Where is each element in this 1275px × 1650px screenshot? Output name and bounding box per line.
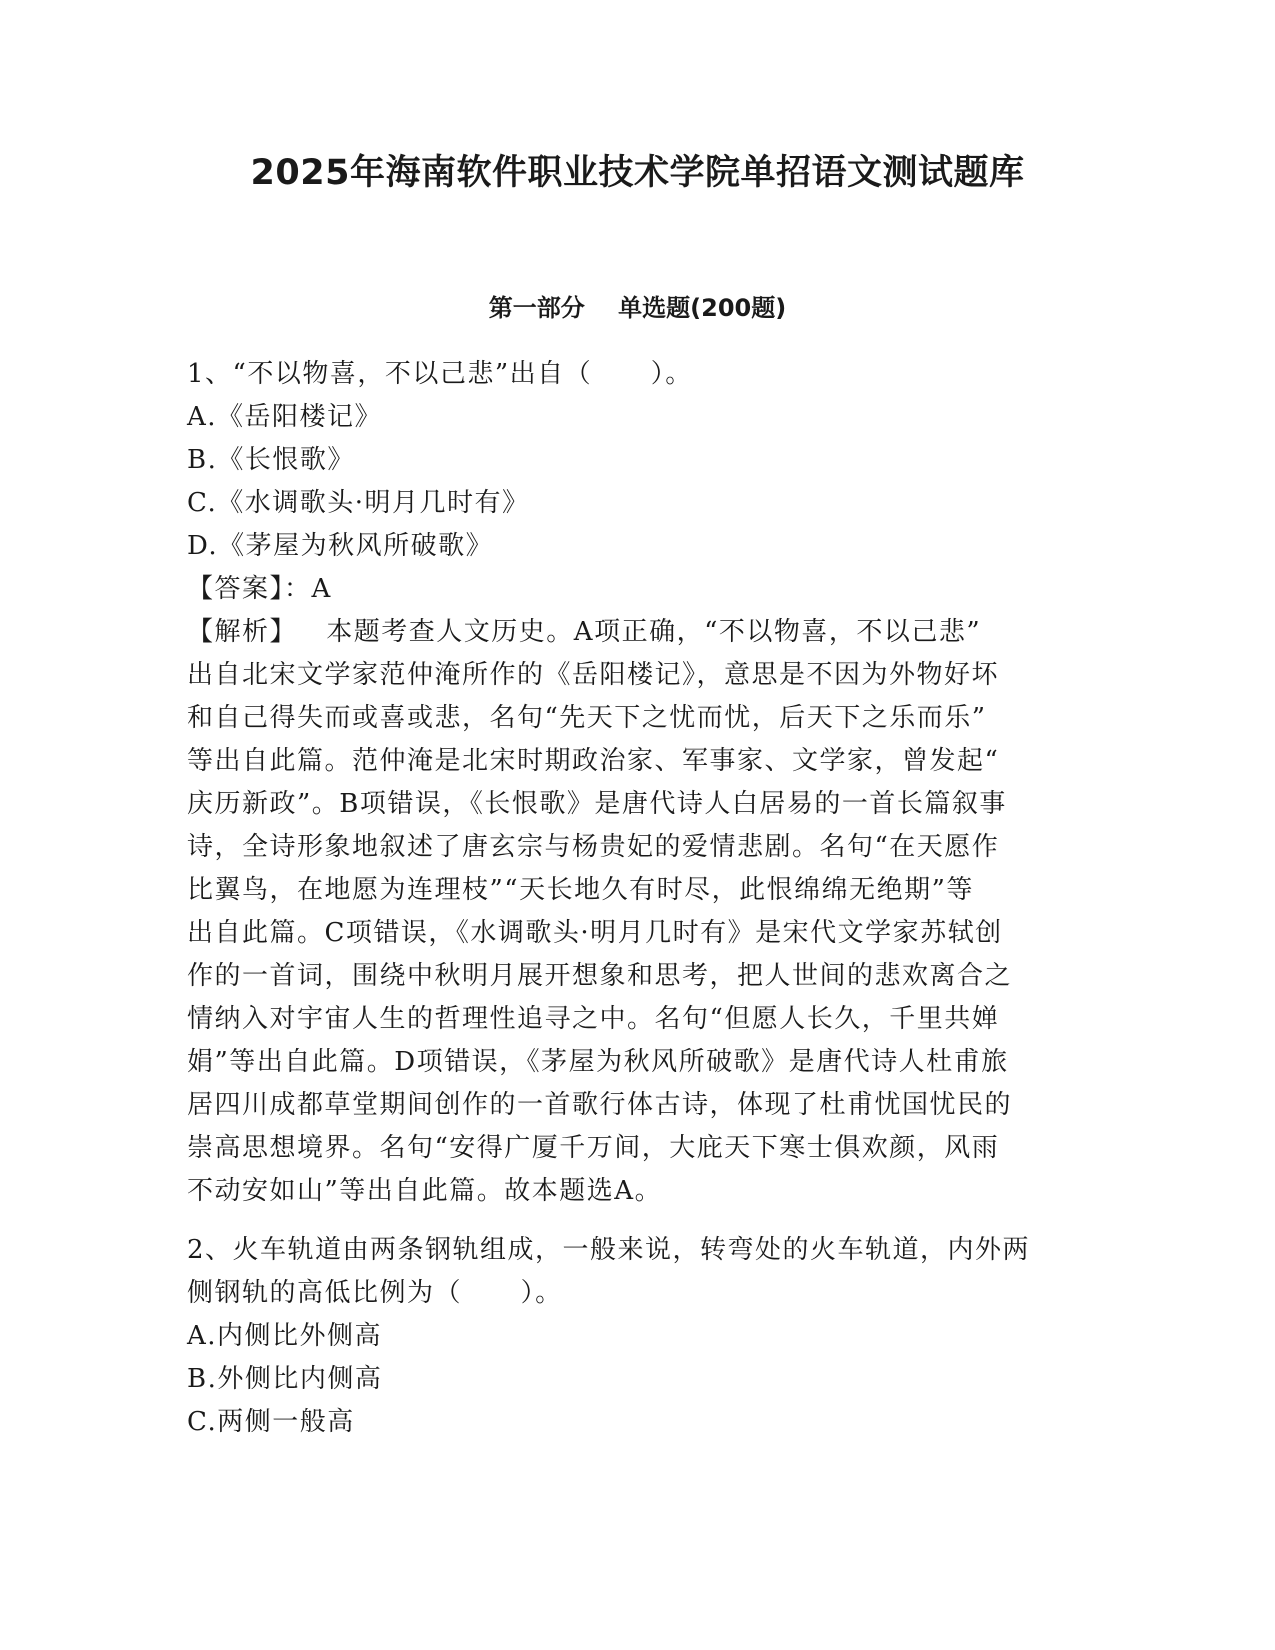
question-stem-line: 侧钢轨的高低比例为（ ）。 — [187, 1278, 563, 1308]
analysis-line: 出自此篇。C项错误，《水调歌头·明月几时有》是宋代文学家苏轼创 — [187, 918, 1003, 948]
analysis-block — [187, 611, 1087, 1213]
analysis-line: 情纳入对宇宙人生的哲理性追寻之中。名句“但愿人长久，千里共婵 — [187, 1004, 1000, 1034]
document-title: 2025年海南软件职业技术学院单招语文测试题库 — [250, 153, 1025, 193]
analysis-line: 庆历新政”。B项错误，《长恨歌》是唐代诗人白居易的一首长篇叙事 — [187, 789, 1007, 819]
analysis-line: 等出自此篇。范仲淹是北宋时期政治家、军事家、文学家，曾发起“ — [187, 746, 1000, 776]
question-1 — [187, 353, 1087, 1213]
question-stem-line: 1、“不以物喜，不以己悲”出自（ ）。 — [187, 359, 693, 389]
question-stem-line: 2、火车轨道由两条钢轨组成，一般来说，转弯处的火车轨道，内外两 — [187, 1235, 1031, 1265]
question-spacer — [187, 1213, 1087, 1229]
question-list — [187, 353, 1087, 1444]
option-a: A.《岳阳楼记》 — [187, 402, 383, 432]
analysis-line: 和自己得失而或喜或悲，名句“先天下之忧而忧，后天下之乐而乐” — [187, 703, 987, 733]
option-a: A.内侧比外侧高 — [187, 1321, 383, 1351]
answer-line: 【答案】：A — [187, 574, 332, 604]
option-b: B.《长恨歌》 — [187, 445, 355, 475]
analysis-line: 娟”等出自此篇。D项错误，《茅屋为秋风所破歌》是唐代诗人杜甫旅 — [187, 1047, 1009, 1077]
analysis-line: 比翼鸟，在地愿为连理枝”“天长地久有时尽，此恨绵绵无绝期”等 — [187, 875, 974, 905]
analysis-line: 居四川成都草堂期间创作的一首歌行体古诗，体现了杜甫忧国忧民的 — [187, 1090, 1013, 1120]
analysis-line: 出自北宋文学家范仲淹所作的《岳阳楼记》，意思是不因为外物好坏 — [187, 660, 1000, 690]
analysis-line: 诗，全诗形象地叙述了唐玄宗与杨贵妃的爱情悲剧。名句“在天愿作 — [187, 832, 1000, 862]
section-title: 第一部分 单选题(200题) — [488, 294, 787, 322]
analysis-line: 不动安如山”等出自此篇。故本题选A。 — [187, 1176, 663, 1206]
option-b: B.外侧比内侧高 — [187, 1364, 383, 1394]
option-c: C.《水调歌头·明月几时有》 — [187, 488, 530, 518]
analysis-line: 【解析】 本题考查人文历史。A项正确，“不以物喜，不以己悲” — [187, 617, 982, 647]
option-c: C.两侧一般高 — [187, 1407, 355, 1437]
analysis-line: 作的一首词，围绕中秋明月展开想象和思考，把人世间的悲欢离合之 — [187, 961, 1013, 991]
analysis-line: 崇高思想境界。名句“安得广厦千万间，大庇天下寒士俱欢颜，风雨 — [187, 1133, 1000, 1163]
question-2 — [187, 1229, 1087, 1444]
option-d: D.《茅屋为秋风所破歌》 — [187, 531, 494, 561]
